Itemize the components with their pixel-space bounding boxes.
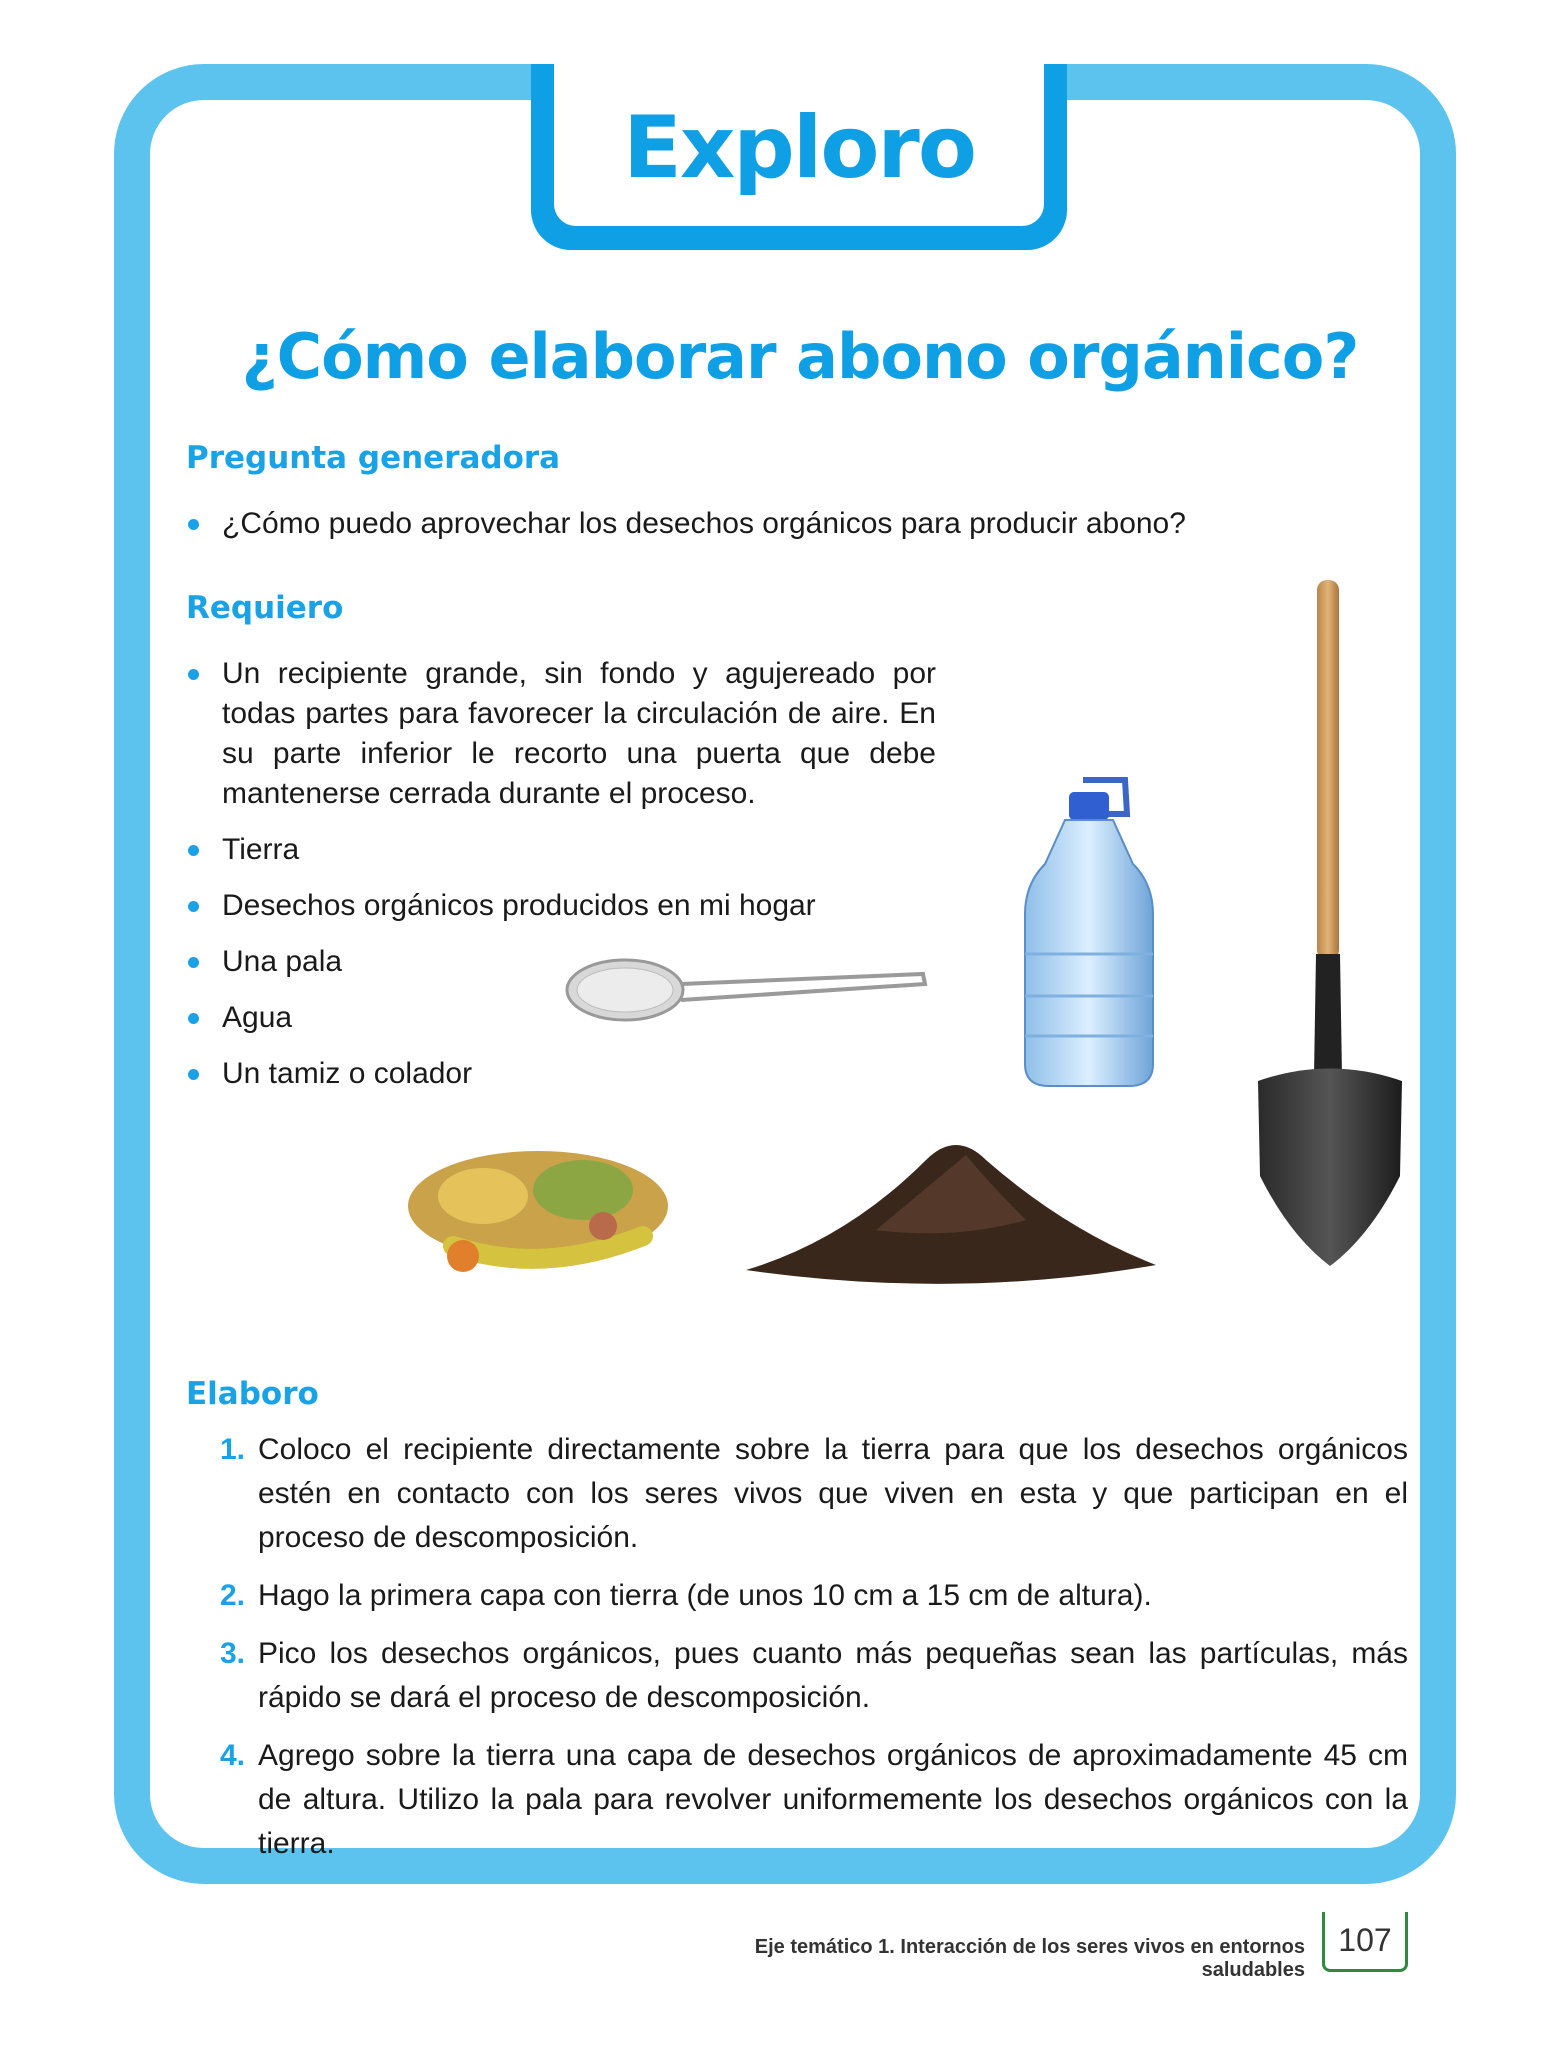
- step-number: 1.: [220, 1433, 246, 1466]
- list-item: [186, 830, 936, 870]
- step-text: Hago la primera capa con tierra (de unos 10 cm a 15 cm de altura).: [258, 1579, 1152, 1612]
- section-tab-title: Exploro: [623, 98, 975, 198]
- heading-requiero: Requiero: [186, 590, 344, 626]
- bullet-icon: [188, 519, 199, 530]
- shovel-illustration: [1250, 576, 1420, 1276]
- pregunta-list: [186, 504, 1186, 560]
- step-item: [220, 1428, 1408, 1560]
- list-item-text: Desechos orgánicos producidos en mi hogar: [222, 889, 816, 922]
- step-number: 2.: [220, 1579, 246, 1612]
- step-item: [220, 1734, 1408, 1866]
- step-number: 3.: [220, 1637, 246, 1670]
- list-item-text: Agua: [222, 1001, 293, 1034]
- section-tab-inner: [554, 64, 1044, 226]
- footer-text: Eje temático 1. Interacción de los seres vivos en entornos saludables: [754, 1936, 1305, 1981]
- strainer-illustration: [563, 944, 933, 1044]
- step-item: [220, 1632, 1408, 1720]
- list-item-text: Una pala: [222, 945, 343, 978]
- step-text: Pico los desechos orgánicos, pues cuanto más pequeñas sean las partículas, más rápido se dará el proceso de descomposición.: [258, 1637, 1408, 1714]
- list-item: [186, 654, 936, 814]
- heading-elaboro: Elaboro: [186, 1376, 319, 1412]
- page-title: ¿Cómo elaborar abono orgánico?: [241, 320, 1359, 393]
- list-item-text: Un tamiz o colador: [222, 1057, 473, 1090]
- step-number: 4.: [220, 1739, 246, 1772]
- food-scraps-illustration: [393, 1126, 683, 1276]
- list-item: [186, 1054, 936, 1094]
- elaboro-steps: [220, 1428, 1408, 1880]
- page-number: 107: [1322, 1912, 1408, 1972]
- bullet-icon: [188, 1069, 199, 1080]
- list-item: [186, 886, 936, 926]
- bullet-icon: [188, 1013, 199, 1024]
- heading-pregunta: Pregunta generadora: [186, 440, 561, 476]
- bullet-icon: [188, 901, 199, 912]
- step-text: Agrego sobre la tierra una capa de desechos orgánicos de aproximadamente 45 cm de altura. Utilizo la pala para revolver uniformemente los desechos orgánicos con la tierra.: [258, 1739, 1408, 1860]
- water-bottle-illustration: [1015, 774, 1165, 1094]
- bullet-icon: [188, 845, 199, 856]
- list-item-text: ¿Cómo puedo aprovechar los desechos orgánicos para producir abono?: [222, 507, 1186, 540]
- list-item: [186, 504, 1186, 544]
- step-text: Coloco el recipiente directamente sobre la tierra para que los desechos orgánicos estén en contacto con los seres vivos que viven en esta y que participan en el proceso de descomposición.: [258, 1433, 1408, 1554]
- list-item-text: Tierra: [222, 833, 300, 866]
- soil-pile-illustration: [726, 1120, 1176, 1300]
- step-item: [220, 1574, 1408, 1618]
- section-tab: [531, 64, 1067, 250]
- list-item-text: Un recipiente grande, sin fondo y agujereado por todas partes para favorecer la circulación de aire. En su parte inferior le recorto una puerta que debe mantenerse cerrada durante el proceso.: [222, 657, 936, 810]
- bullet-icon: [188, 957, 199, 968]
- bullet-icon: [188, 669, 199, 680]
